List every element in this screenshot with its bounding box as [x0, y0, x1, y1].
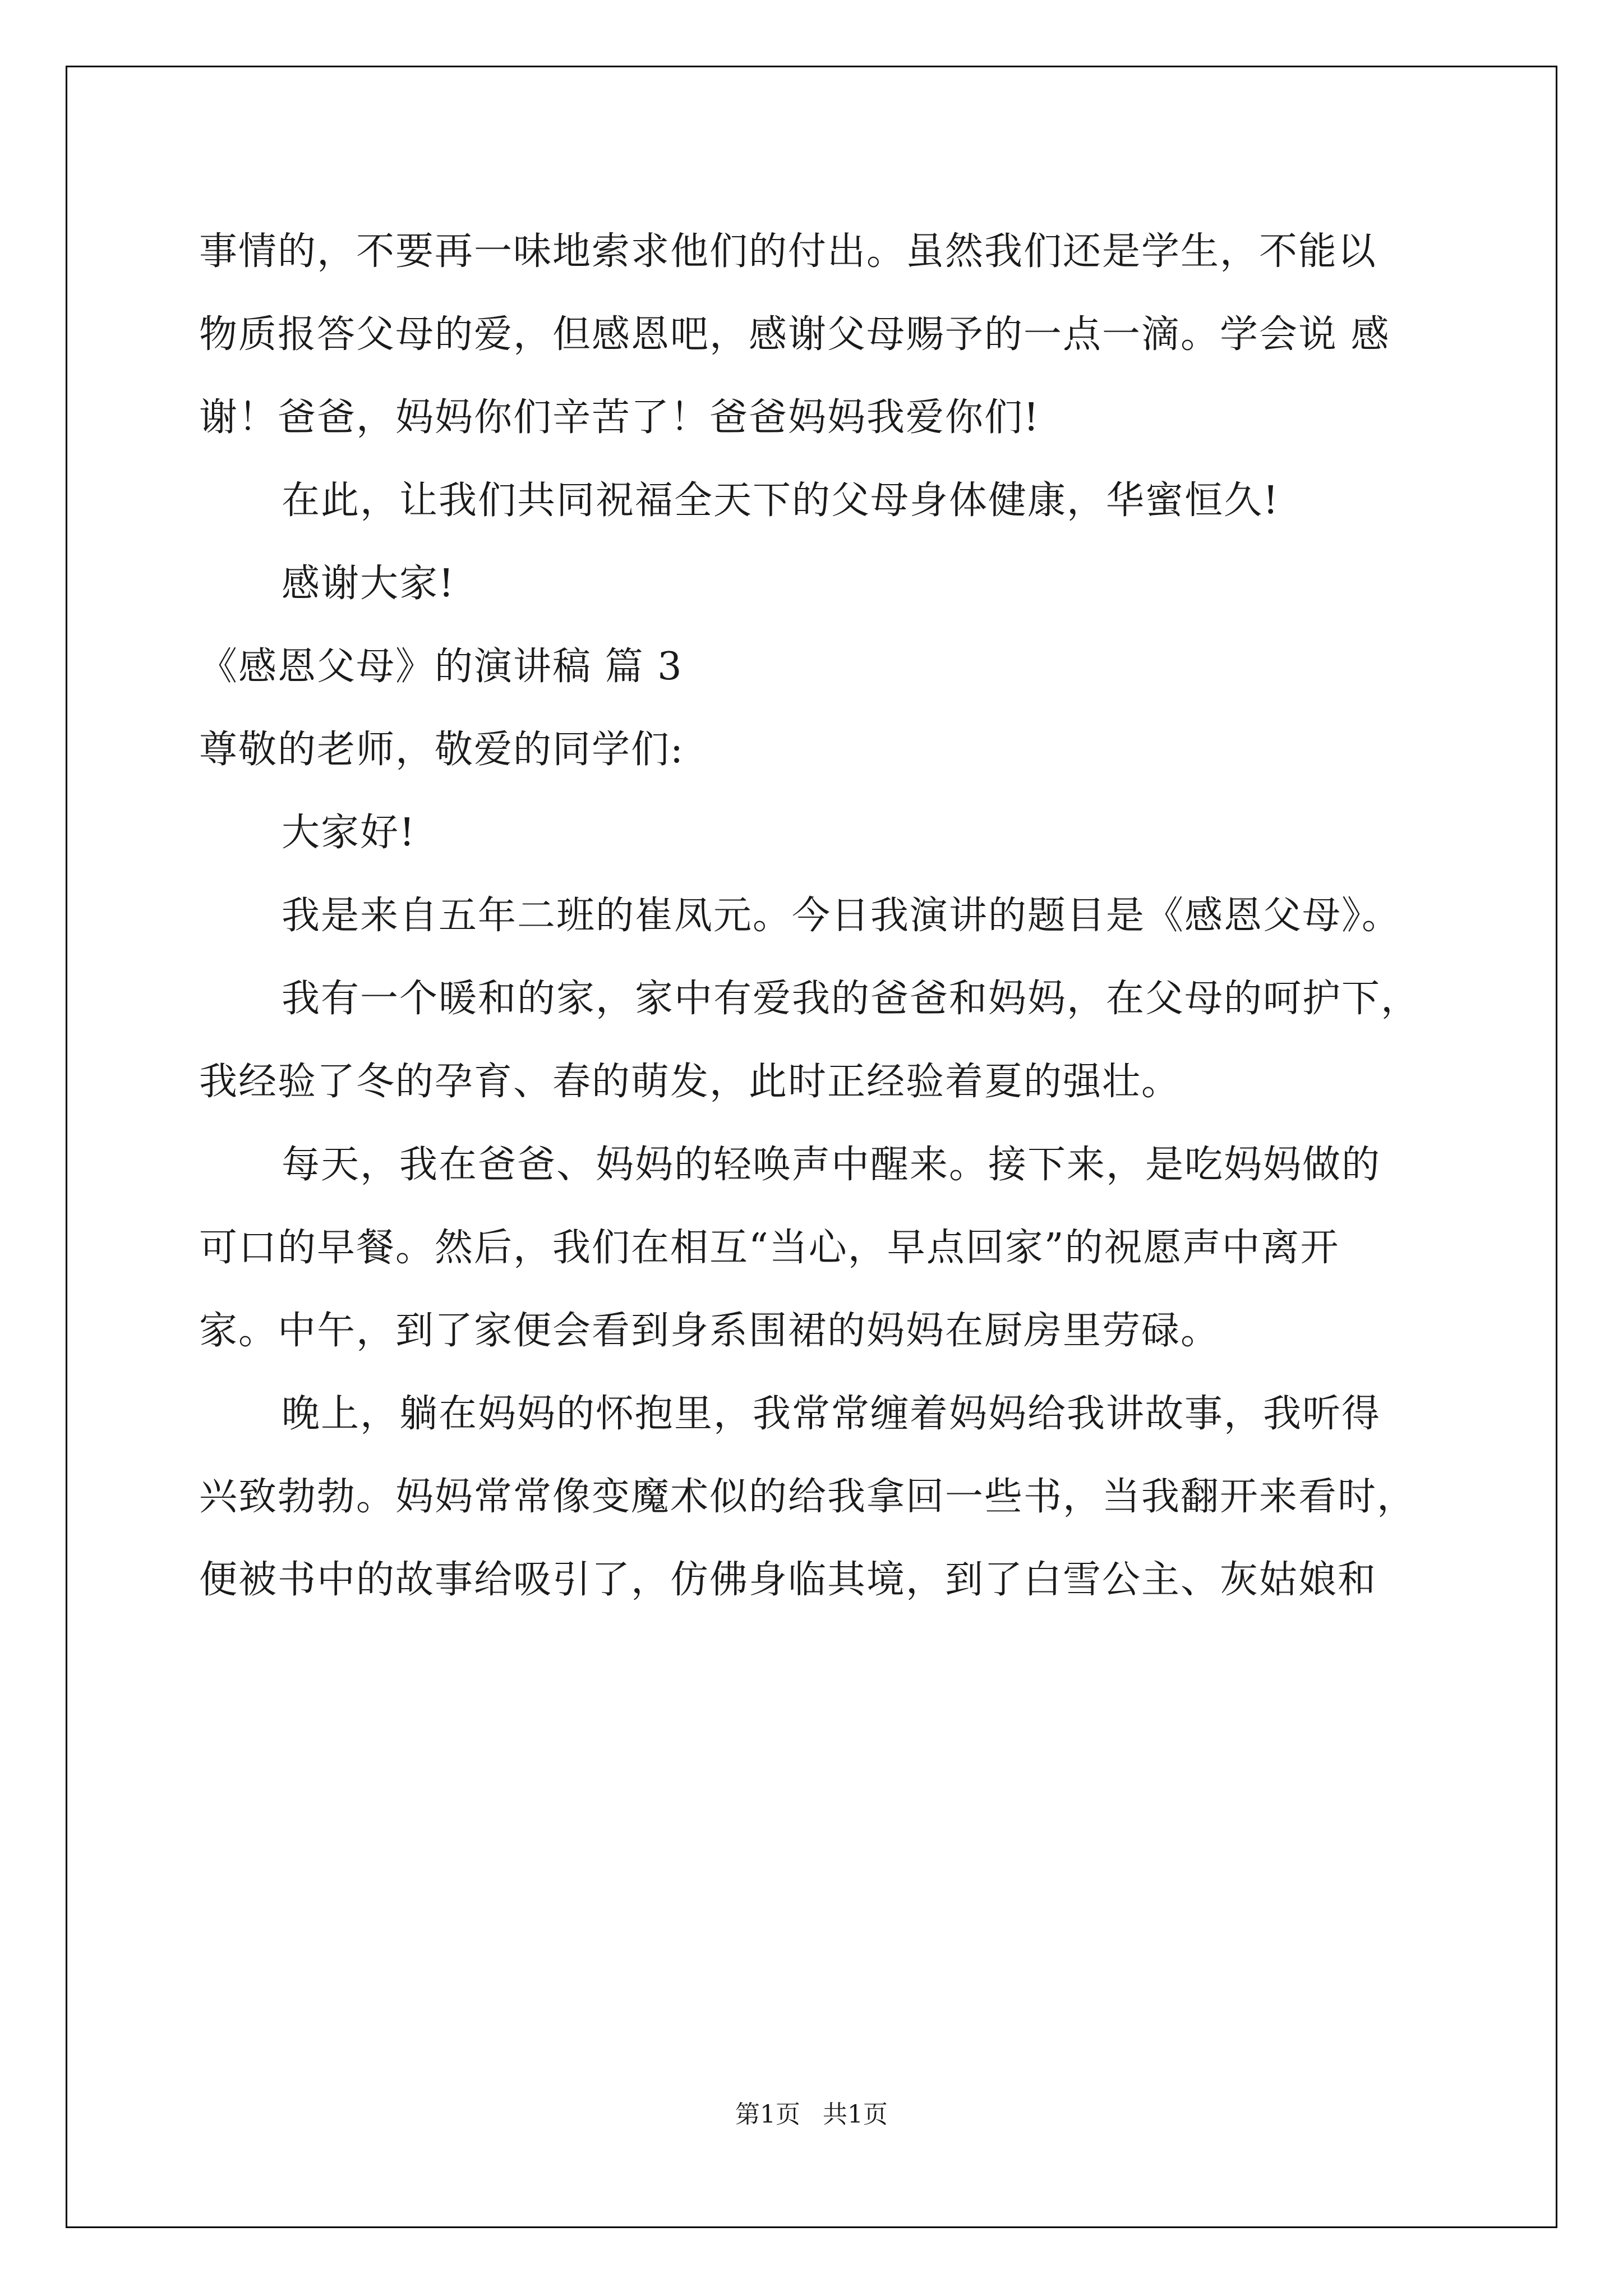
text-line: 每天，我在爸爸、妈妈的轻唤声中醒来。接下来，是吃妈妈做的	[282, 1143, 1381, 1187]
document-body	[199, 210, 1478, 1622]
text-line: 我是来自五年二班的崔凤元。今日我演讲的题目是《感恩父母》。	[282, 894, 1401, 938]
text-line: 兴致勃勃。妈妈常常像变魔术似的给我拿回一些书，当我翻开来看时，	[199, 1475, 1417, 1519]
text-line: 物质报答父母的爱，但感恩吧，感谢父母赐予的一点一滴。学会说 感	[199, 312, 1390, 357]
text-line: 感谢大家!	[282, 562, 455, 606]
text-line: 便被书中的故事给吸引了，仿佛身临其境，到了白雪公主、灰姑娘和	[199, 1558, 1377, 1602]
text-line: 谢！爸爸，妈妈你们辛苦了！爸爸妈妈我爱你们!	[199, 395, 1040, 440]
text-line: 我有一个暖和的家，家中有爱我的爸爸和妈妈，在父母的呵护下，	[282, 977, 1421, 1021]
text-line: 在此，让我们共同祝福全天下的父母身体健康，华蜜恒久!	[282, 478, 1280, 523]
text-line: 晚上，躺在妈妈的怀抱里，我常常缠着妈妈给我讲故事，我听得	[282, 1392, 1381, 1436]
greeting: 大家好!	[282, 811, 416, 855]
text-line: 家。中午，到了家便会看到身系围裙的妈妈在厨房里劳碌。	[199, 1309, 1220, 1353]
page-number: 第1页	[735, 2100, 800, 2129]
text-line: 事情的，不要再一味地索求他们的付出。虽然我们还是学生，不能以	[199, 229, 1377, 274]
section-heading: 《感恩父母》的演讲稿 篇 3	[199, 645, 683, 689]
page-footer	[0, 2098, 1623, 2132]
text-line: 我经验了冬的孕育、春的萌发，此时正经验着夏的强壮。	[199, 1060, 1181, 1104]
salutation: 尊敬的老师，敬爱的同学们:	[199, 728, 684, 772]
text-line: 可口的早餐。然后，我们在相互“当心，早点回家”的祝愿声中离开	[199, 1226, 1340, 1270]
page-total: 共1页	[823, 2100, 888, 2129]
